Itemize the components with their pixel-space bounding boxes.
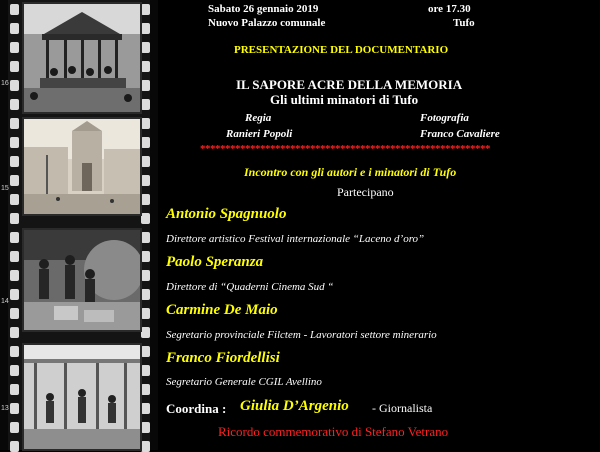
sprocket-hole bbox=[10, 308, 19, 319]
moderator-label: Coordina : bbox=[166, 401, 227, 416]
event-town: Tufo bbox=[453, 17, 475, 29]
direction-label: Regia bbox=[245, 112, 272, 124]
sprocket-hole bbox=[10, 99, 19, 110]
participant-role: Segretario Generale CGIL Avellino bbox=[166, 376, 322, 388]
photo-miners bbox=[22, 228, 142, 332]
sprocket-hole bbox=[141, 213, 150, 224]
sprocket-hole bbox=[10, 23, 19, 34]
sprocket-hole bbox=[141, 422, 150, 433]
sprocket-hole bbox=[10, 4, 19, 15]
participant-name: Carmine De Maio bbox=[166, 302, 278, 318]
film-frame-number: 13 bbox=[1, 405, 9, 412]
event-date: Sabato 26 gennaio 2019 bbox=[208, 3, 319, 15]
sprocket-hole bbox=[141, 99, 150, 110]
sprocket-hole bbox=[141, 441, 150, 452]
participant-name: Franco Fiordellisi bbox=[166, 350, 280, 366]
sprocket-hole bbox=[141, 80, 150, 91]
sprocket-hole bbox=[10, 365, 19, 376]
participant-role: Direttore artistico Festival internazionale “Laceno d’oro” bbox=[166, 233, 425, 245]
photography-label: Fotografia bbox=[420, 112, 469, 124]
sprocket-hole bbox=[141, 308, 150, 319]
sprocket-hole bbox=[141, 175, 150, 186]
documentary-subtitle: Gli ultimi minatori di Tufo bbox=[270, 92, 419, 107]
sprocket-hole bbox=[141, 23, 150, 34]
sprocket-hole bbox=[10, 289, 19, 300]
sprocket-hole bbox=[141, 365, 150, 376]
sprocket-hole bbox=[10, 327, 19, 338]
photographer-name: Franco Cavaliere bbox=[420, 128, 500, 140]
moderator-name: Giulia D’Argenio bbox=[240, 398, 349, 414]
film-strip bbox=[0, 0, 158, 450]
event-time: ore 17.30 bbox=[428, 3, 471, 15]
participant-role: Direttore di “Quaderni Cinema Sud “ bbox=[166, 281, 334, 293]
film-frame-number: 16 bbox=[1, 80, 9, 87]
sprocket-hole bbox=[141, 384, 150, 395]
sprocket-hole bbox=[141, 137, 150, 148]
sprocket-hole bbox=[141, 42, 150, 53]
meeting-line: Incontro con gli autori e i minatori di Tufo bbox=[244, 165, 457, 179]
sprocket-hole bbox=[10, 251, 19, 262]
sprocket-hole bbox=[141, 118, 150, 129]
sprocket-hole bbox=[10, 156, 19, 167]
sprocket-hole bbox=[141, 61, 150, 72]
sprocket-hole bbox=[141, 327, 150, 338]
sprocket-hole bbox=[10, 403, 19, 414]
sprocket-hole bbox=[10, 422, 19, 433]
sprocket-hole bbox=[141, 289, 150, 300]
sprocket-hole bbox=[141, 270, 150, 281]
sprocket-hole bbox=[10, 270, 19, 281]
participant-name: Paolo Speranza bbox=[166, 254, 264, 270]
sprocket-hole bbox=[10, 42, 19, 53]
sprocket-hole bbox=[141, 346, 150, 357]
film-frame-number: 14 bbox=[1, 298, 9, 305]
moderator-role: - Giornalista bbox=[372, 401, 433, 415]
sprocket-hole bbox=[141, 194, 150, 205]
sprocket-hole bbox=[10, 137, 19, 148]
sprocket-hole bbox=[10, 384, 19, 395]
sprocket-hole bbox=[10, 213, 19, 224]
sprocket-hole bbox=[141, 156, 150, 167]
sprocket-hole bbox=[141, 232, 150, 243]
sprocket-hole bbox=[10, 232, 19, 243]
sprocket-hole bbox=[10, 80, 19, 91]
participant-name: Antonio Spagnuolo bbox=[166, 206, 287, 222]
sprocket-hole bbox=[10, 175, 19, 186]
sprocket-hole bbox=[141, 4, 150, 15]
director-name: Ranieri Popoli bbox=[226, 128, 293, 140]
photo-bandstand bbox=[22, 2, 142, 114]
participant-role: Segretario provinciale Filctem - Lavoratori settore minerario bbox=[166, 329, 437, 341]
sprocket-hole bbox=[10, 61, 19, 72]
photo-mine-interior bbox=[22, 343, 142, 451]
photo-church bbox=[22, 117, 142, 216]
documentary-title: IL SAPORE ACRE DELLA MEMORIA bbox=[236, 77, 463, 92]
separator-stars: ********************************************************** bbox=[200, 143, 490, 155]
presentation-heading: PRESENTAZIONE DEL DOCUMENTARIO bbox=[234, 44, 449, 56]
event-venue: Nuovo Palazzo comunale bbox=[208, 17, 326, 29]
sprocket-hole bbox=[10, 441, 19, 452]
sprocket-hole bbox=[141, 403, 150, 414]
sprocket-hole bbox=[10, 118, 19, 129]
film-frame-number: 15 bbox=[1, 185, 9, 192]
participants-label: Partecipano bbox=[337, 185, 394, 199]
sprocket-hole bbox=[10, 194, 19, 205]
memorial-line: Ricordo commemorativo di Stefano Vetrano bbox=[218, 424, 449, 439]
sprocket-hole bbox=[141, 251, 150, 262]
sprocket-hole bbox=[10, 346, 19, 357]
